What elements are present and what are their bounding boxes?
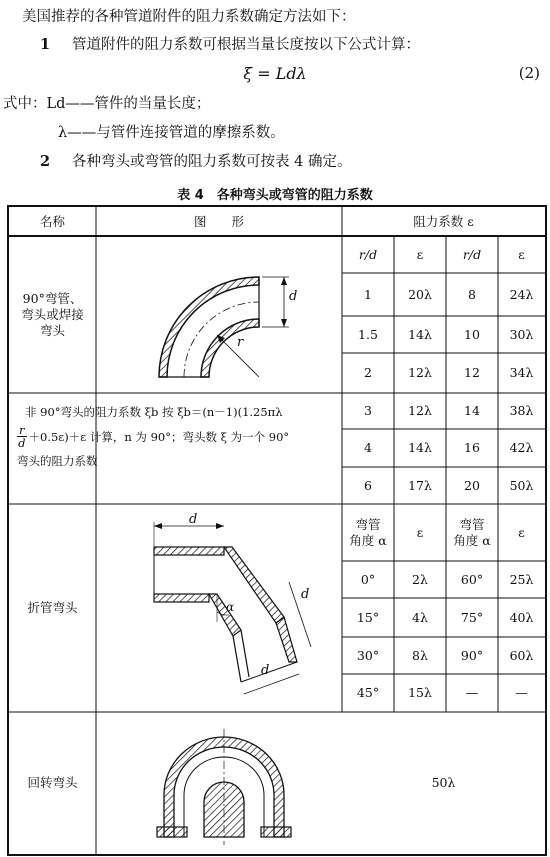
subheader-eps-1: ε (416, 246, 424, 262)
elbow-cell: 6 (364, 477, 372, 493)
elbow-name (9, 236, 96, 393)
miter-label-alpha: α (226, 600, 235, 614)
elbow-cell: 14λ (408, 440, 432, 455)
note-line-2 (17, 424, 337, 449)
subheader-rd-2: r/d (462, 246, 482, 262)
elbow-cell: 2 (364, 365, 372, 380)
miter-cell: 25λ (509, 571, 534, 587)
elbow-cell: 34λ (509, 365, 534, 380)
note-line-2-text: ＋0.5ε)＋ε 计算，n 为 90°；弯头数 ξ 为一个 90° (28, 429, 290, 444)
miter-header-angle-1 (342, 504, 394, 561)
elbow-cell: 12λ (408, 365, 432, 380)
miter-cell: 15° (356, 609, 380, 625)
miter-cell: 4λ (412, 609, 428, 625)
elbow-name-line: 弯头 (39, 322, 65, 338)
elbow-cell: 14 (464, 403, 480, 418)
elbow-cell: 12 (464, 365, 480, 380)
miter-cell: 8λ (412, 647, 428, 663)
elbow-cell: 1.5 (358, 326, 378, 342)
elbow-label-d: d (289, 289, 298, 304)
miter-name: 折管弯头 (27, 600, 78, 615)
miter-label-d-top: d (189, 512, 198, 527)
header-resistance: 阻力系数 ε (413, 213, 474, 229)
intro-line-1: 美国推荐的各种管道附件的阻力系数确定方法如下： (22, 9, 356, 25)
item-2-number: 2 (40, 153, 51, 170)
miter-cell: 2λ (412, 571, 428, 587)
elbow-cell: 1 (364, 286, 372, 302)
elbow-cell: 42λ (509, 440, 534, 455)
miter-cell: 90° (460, 647, 484, 663)
elbow-cell: 8 (468, 286, 476, 302)
table-caption: 表 4 各种弯头或弯管的阻力系数 (177, 188, 373, 203)
elbow-label-r: r (237, 335, 244, 350)
miter-header-line: 角度 α (453, 532, 491, 548)
miter-cell: — (465, 685, 479, 700)
resistance-table (7, 205, 547, 856)
miter-cell: 15λ (408, 685, 432, 700)
miter-cell: — (515, 685, 528, 700)
elbow-cell: 30λ (509, 326, 534, 342)
elbow-cell: 24λ (509, 286, 534, 302)
non90-note (17, 400, 337, 473)
miter-cell: 60λ (509, 647, 534, 663)
formula-number: (2) (518, 64, 540, 82)
fraction-denominator: d (18, 436, 26, 450)
header-figure: 图 形 (193, 213, 244, 229)
where-lambda: λ——与管件连接管道的摩擦系数。 (58, 125, 285, 141)
elbow-cell: 10 (464, 326, 480, 342)
miter-cell: 30° (356, 647, 380, 663)
subheader-rd-1: r/d (358, 246, 378, 262)
miter-cell: 75° (460, 609, 484, 625)
miter-cell: 60° (460, 571, 484, 587)
elbow-cell: 20 (464, 477, 480, 493)
subheader-eps-2: ε (518, 246, 525, 262)
elbow-cell: 3 (364, 403, 372, 418)
miter-header-line: 角度 α (349, 532, 387, 548)
return-bend-value: 50λ (431, 775, 456, 790)
fraction-numerator: r (19, 423, 25, 437)
note-line-1: 非 90°弯头的阻力系数 ξb 按 ξb＝(n－1)(1.25πλ (25, 405, 283, 419)
miter-cell: 0° (360, 571, 376, 587)
note-fraction (17, 424, 27, 449)
elbow-name-line: 弯头或焊接 (21, 306, 84, 322)
miter-header-line: 弯管 (355, 516, 381, 532)
item-2-text: 各种弯头或弯管的阻力系数可按表 4 确定。 (72, 154, 352, 170)
elbow-cell: 50λ (509, 477, 534, 493)
miter-cell: 45° (356, 685, 380, 700)
miter-header-eps-2: ε (518, 524, 525, 540)
return-bend-name: 回转弯头 (27, 775, 78, 790)
elbow-cell: 14λ (408, 326, 432, 342)
miter-header-line: 弯管 (459, 516, 485, 532)
note-line-3: 弯头的阻力系数 (17, 454, 98, 468)
elbow-name-line: 90°弯管、 (22, 290, 83, 306)
formula: ξ = Ldλ (243, 64, 307, 83)
miter-label-d-bottom: d (261, 663, 270, 678)
miter-cell: 40λ (509, 609, 534, 625)
elbow-cell: 16 (464, 440, 480, 455)
miter-header-angle-2 (446, 504, 498, 561)
miter-label-d-right: d (301, 587, 310, 602)
item-1-text: 管道附件的阻力系数可根据当量长度按以下公式计算： (72, 37, 420, 53)
elbow-cell: 17λ (408, 477, 432, 493)
miter-header-eps-1: ε (416, 524, 424, 540)
elbow-cell: 20λ (408, 286, 432, 302)
header-name: 名称 (39, 213, 65, 229)
elbow-cell: 38λ (509, 403, 534, 418)
return-bend-drawing (149, 727, 299, 847)
elbow-cell: 4 (364, 440, 372, 455)
where-ld: 式中：Ld——管件的当量长度； (3, 96, 211, 112)
elbow-cell: 12λ (408, 403, 432, 418)
item-1-number: 1 (40, 36, 51, 53)
elbow-drawing (139, 257, 309, 382)
